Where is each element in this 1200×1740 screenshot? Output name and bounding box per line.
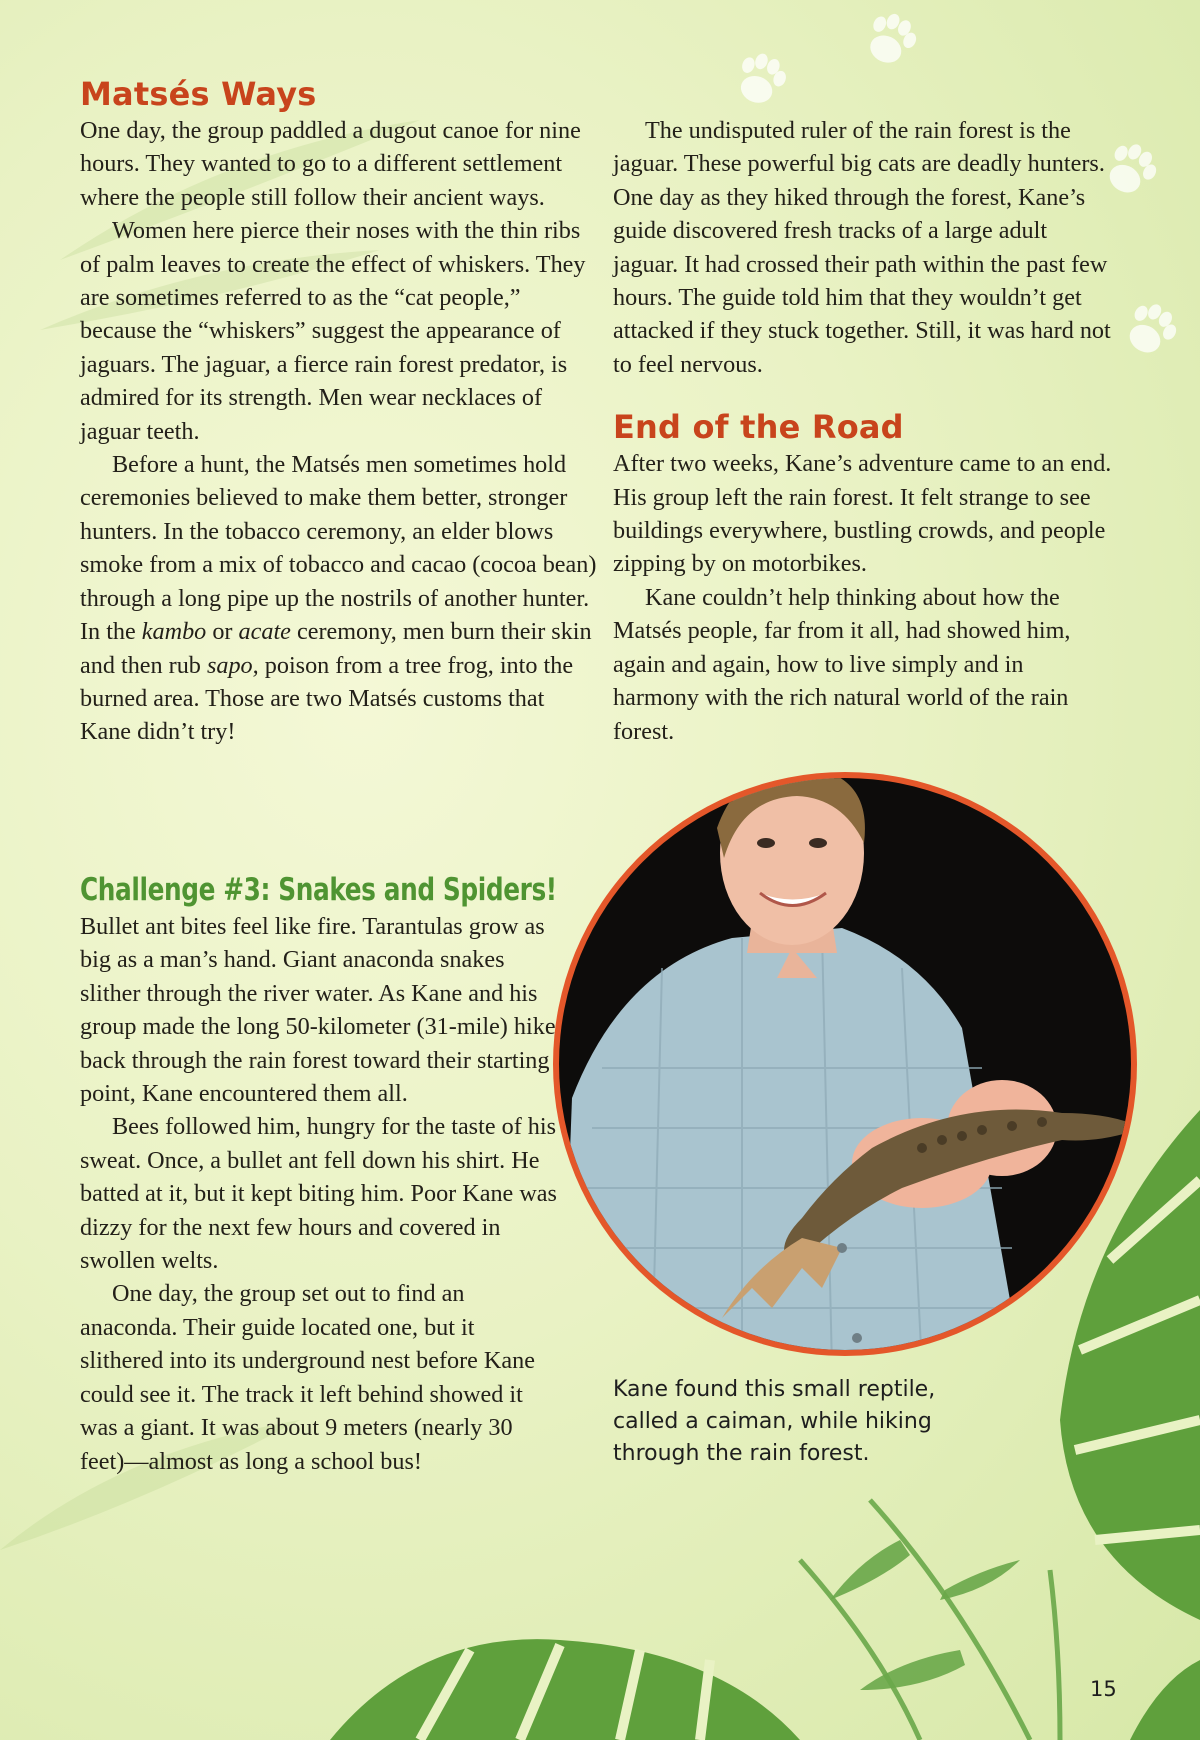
text-span: ceremony, men burn their skin and then rub	[80, 618, 592, 679]
paragraph: Kane couldn’t help thinking about how the Matsés people, far from it all, had showed him, again and again, how to live simply and in harmony with the rich natural world of the rain forest.	[613, 583, 1071, 745]
matses-section	[80, 74, 600, 749]
text-span: or	[206, 618, 239, 646]
page-number: 15	[1090, 1677, 1117, 1701]
paragraph	[80, 448, 600, 749]
paragraph: The undisputed ruler of the rain forest is the jaguar. These powerful big cats are deadly hunters. One day as they hiked through the forest, Kane’s guide discovered fresh tracks of a large adult jaguar. It had crossed their path within the past few hours. The guide told him that they wouldn’t get attacked if they stuck together. Still, it was hard not to feel nervous.	[613, 117, 1111, 378]
section-heading: End of the Road	[613, 408, 904, 447]
italic-term: sapo,	[206, 651, 259, 679]
paragraph: One day, the group set out to find an anaconda. Their guide located one, but it slithered into its underground nest before Kane could see it. The track it left behind showed it was a giant. It was about 9 meters (nearly 30 feet)—almost as long a school bus!	[80, 1280, 535, 1475]
section-heading: Matsés Ways	[80, 75, 317, 113]
fern-icon	[800, 1500, 1060, 1740]
jaguar-section	[613, 114, 1113, 748]
paragraph: One day, the group paddled a dugout canoe for nine hours. They wanted to go to a different settlement where the people still follow their ancient ways.	[80, 117, 581, 211]
paragraph: Women here pierce their noses with the thin ribs of palm leaves to create the effect of whiskers. They are sometimes referred to as the “cat people,” because the “whiskers” suggest the appearance of jaguars. The jaguar, a fierce rain forest predator, is admired for its strength. Men wear necklaces of jaguar teeth.	[80, 217, 586, 445]
challenge-section	[80, 870, 560, 1478]
italic-term: kambo	[141, 618, 207, 646]
text-span: poison from a tree frog, into the burned area. Those are two Matsés customs that Kane didn’t try!	[80, 651, 574, 746]
paragraph: Bullet ant bites feel like fire. Tarantulas grow as big as a man’s hand. Giant anaconda snakes slither through the river water. As Kane and his group made the long 50-kilometer (31-mile) hike back through the rain forest toward their starting point, Kane encountered them all.	[80, 913, 556, 1108]
photo-kane-caiman	[542, 768, 1148, 1368]
photo-caption: Kane found this small reptile, called a caiman, while hiking through the rain forest.	[613, 1377, 936, 1466]
text-span: Before a hunt, the Matsés men sometimes hold ceremonies believed to make them better, stronger hunters. In the tobacco ceremony, an elder blows smoke from a mix of tobacco and cacao (cocoa bean) through a long pipe up the nostrils of another hunter. In the	[80, 451, 597, 646]
section-heading: Challenge #3: Snakes and Spiders!	[80, 872, 557, 908]
paragraph: After two weeks, Kane’s adventure came to an end. His group left the rain forest. It felt strange to see buildings everywhere, bustling crowds, and people zipping by on motorbikes.	[613, 450, 1112, 578]
paragraph: Bees followed him, hungry for the taste of his sweat. Once, a bullet ant fell down his shirt. He batted at it, but it kept biting him. Poor Kane was dizzy for the next few hours and covered in swollen welts.	[80, 1113, 557, 1275]
italic-term: acate	[238, 618, 291, 646]
